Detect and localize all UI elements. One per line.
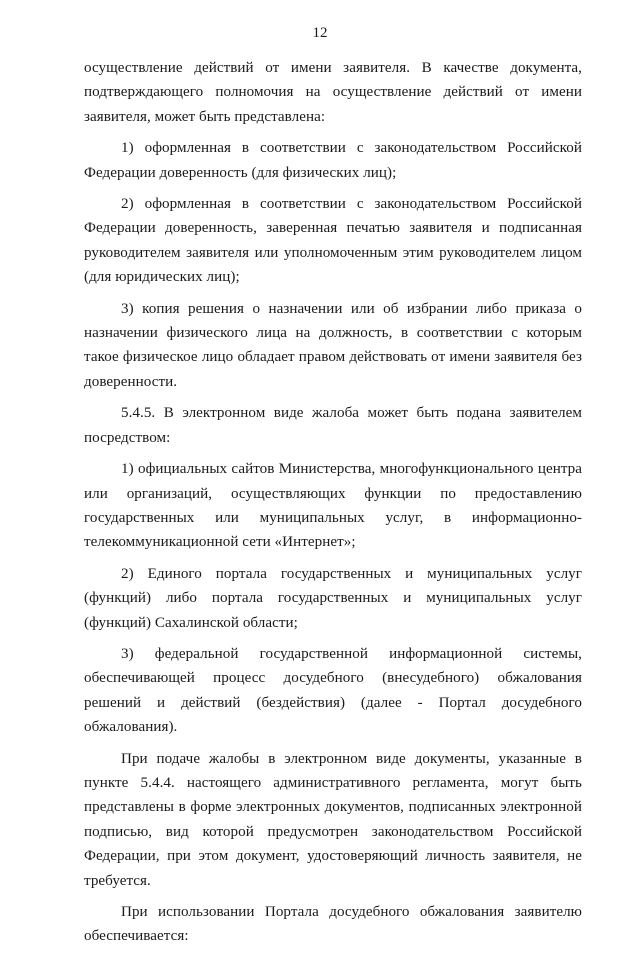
paragraph-item-3-appointment-decision: 3) копия решения о назначении или об избрании либо приказа о назначении физического лица на должность, в соответствии с которым такое физическое лицо обладает правом действовать от имени заявителя без доверенности. [84, 300, 582, 390]
document-body [84, 56, 582, 956]
paragraph-portal-usage: При использовании Портала досудебного обжалования заявителю обеспечивается: [84, 904, 582, 945]
paragraph-electronic-item-2-unified-portal: 2) Единого портала государственных и муниципальных услуг (функций) либо портала государственных и муниципальных услуг (функций) Сахалинской области; [84, 565, 582, 631]
paragraph-electronic-item-3-federal-system: 3) федеральной государственной информационной системы, обеспечивающей процесс досудебного (внесудебного) обжалования решений и действий (бездействия) (далее - Портал досудебного обжалования). [84, 645, 582, 736]
paragraph-section-5-4-5: 5.4.5. В электронном виде жалоба может быть подана заявителем посредством: [84, 405, 582, 446]
paragraph-representative-documents: осуществление действий от имени заявителя. В качестве документа, подтверждающего полномочия на осуществление действий от имени заявителя, может быть представлена: [84, 60, 582, 125]
paragraph-item-1-power-of-attorney-individuals: 1) оформленная в соответствии с законодательством Российской Федерации доверенность (для физических лиц); [84, 140, 582, 181]
page-number: 12 [312, 25, 328, 41]
paragraph-electronic-item-1-official-sites: 1) официальных сайтов Министерства, многофункционального центра или организаций, осуществляющих функции по предоставлению государственных или муниципальных услуг, в информационно-телекоммуникационной сети «Интернет»; [84, 461, 582, 551]
paragraph-electronic-documents: При подаче жалобы в электронном виде документы, указанные в пункте 5.4.4. настоящего административного регламента, могут быть представлены в форме электронных документов, подписанных электронной подписью, вид которой предусмотрен законодательством Российской Федерации, при этом документ, удостоверяющий личность заявителя, не требуется. [84, 750, 582, 889]
paragraph-item-2-power-of-attorney-legal-entities: 2) оформленная в соответствии с законодательством Российской Федерации доверенность, заверенная печатью заявителя и подписанная руководителем заявителя или уполномоченным этим руководителем лицом (для юридических лиц); [84, 196, 582, 286]
